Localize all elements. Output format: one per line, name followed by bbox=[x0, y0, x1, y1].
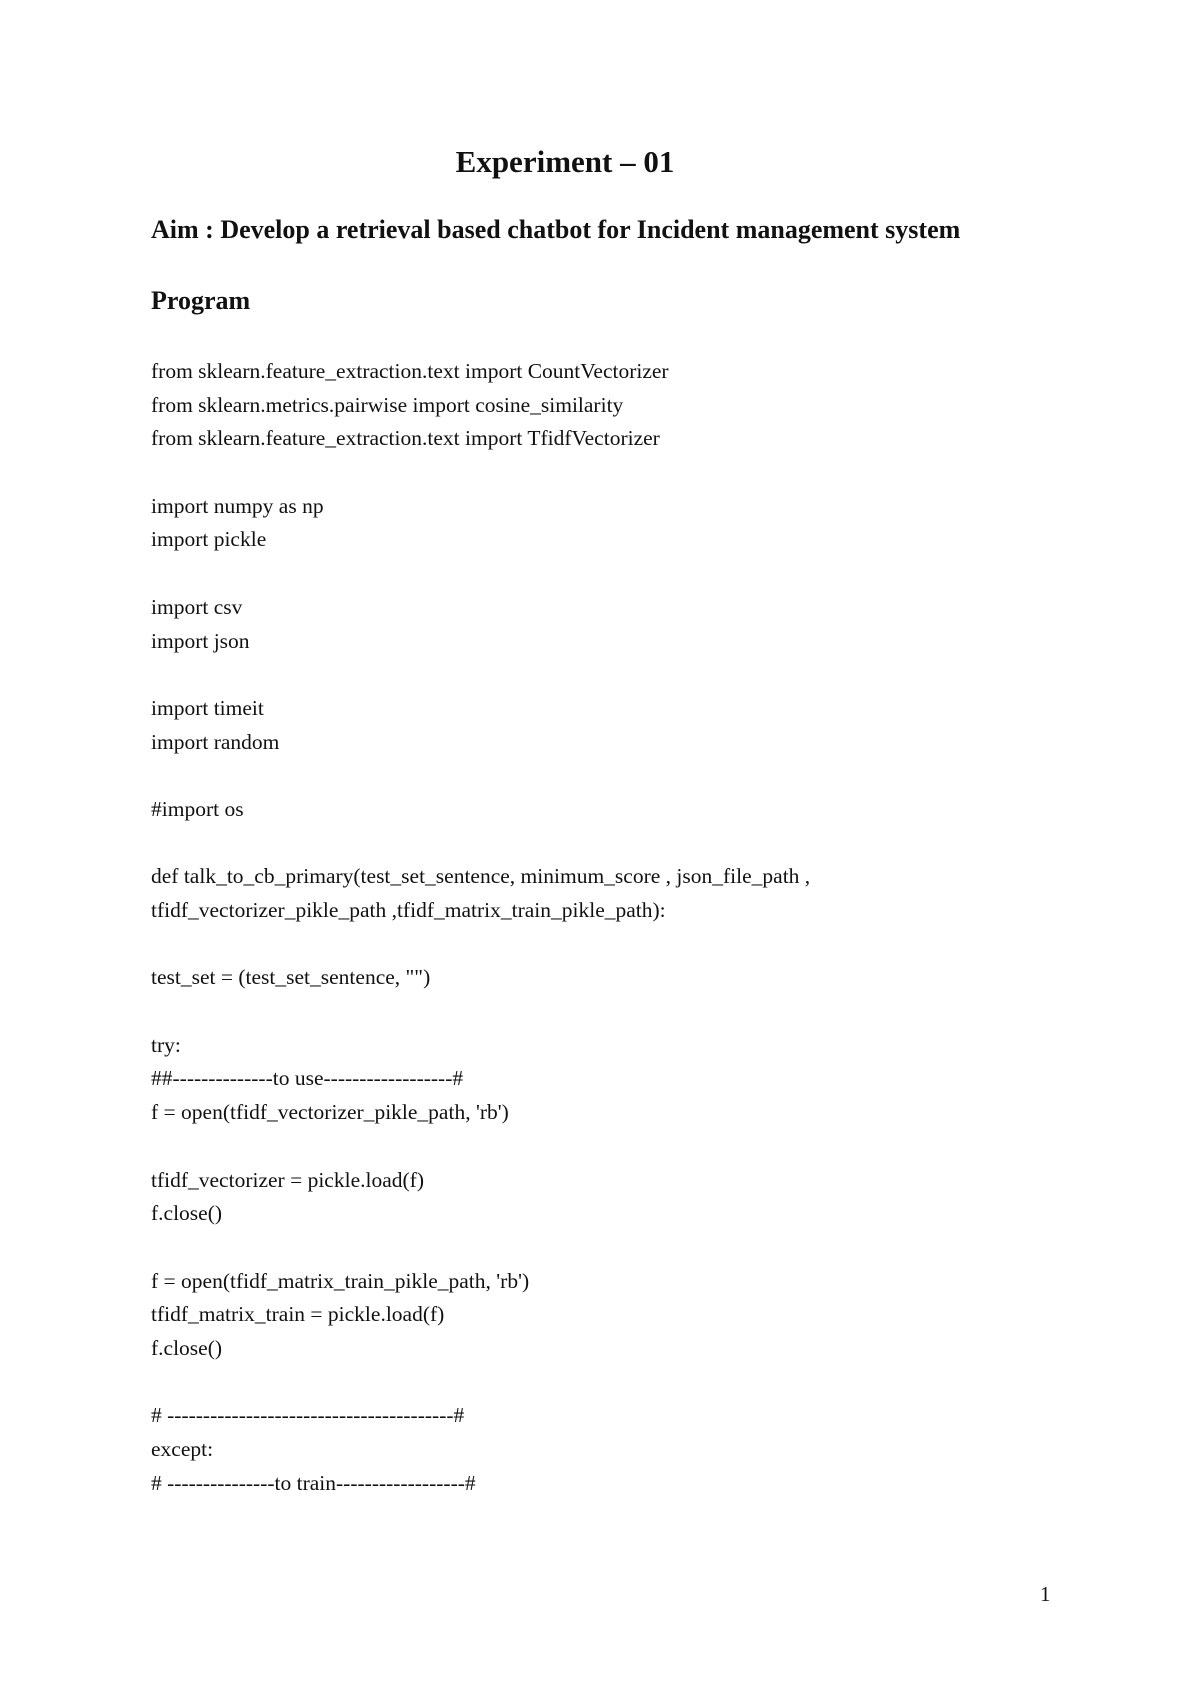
code-line: tfidf_matrix_train = pickle.load(f) bbox=[151, 1302, 445, 1327]
page-number: 1 bbox=[1040, 1582, 1051, 1606]
code-line: #import os bbox=[151, 796, 244, 821]
code-block bbox=[151, 355, 1111, 1500]
document-title: Experiment – 01 bbox=[455, 144, 675, 179]
code-line bbox=[151, 1366, 1111, 1400]
code-line bbox=[151, 456, 1111, 490]
code-line: ##--------------to use------------------# bbox=[151, 1066, 464, 1091]
code-line: except: bbox=[151, 1437, 214, 1461]
code-line: f.close() bbox=[151, 1335, 223, 1360]
code-line: test_set = (test_set_sentence, "") bbox=[151, 965, 431, 990]
code-line: from sklearn.feature_extraction.text import TfidfVectorizer bbox=[151, 426, 660, 451]
code-line bbox=[151, 658, 1111, 692]
code-line bbox=[151, 1231, 1111, 1265]
code-line: import json bbox=[151, 628, 250, 653]
code-line: from sklearn.metrics.pairwise import cosine_similarity bbox=[151, 392, 624, 417]
code-line: from sklearn.feature_extraction.text import CountVectorizer bbox=[151, 359, 669, 383]
code-line: f.close() bbox=[151, 1201, 223, 1226]
code-line: import timeit bbox=[151, 695, 264, 720]
code-line: import random bbox=[151, 729, 280, 754]
code-line: import csv bbox=[151, 594, 243, 619]
code-line: # ---------------to train------------------# bbox=[151, 1470, 476, 1495]
code-line: tfidf_vectorizer_pikle_path ,tfidf_matrix_train_pikle_path): bbox=[151, 898, 666, 922]
code-line: try: bbox=[151, 1032, 181, 1057]
code-line bbox=[151, 928, 1111, 962]
code-line bbox=[151, 557, 1111, 591]
code-line: # ----------------------------------------# bbox=[151, 1403, 465, 1428]
code-line bbox=[151, 995, 1111, 1029]
code-line: import numpy as np bbox=[151, 493, 324, 518]
program-heading: Program bbox=[151, 286, 251, 315]
code-line: f = open(tfidf_vectorizer_pikle_path, 'rb') bbox=[151, 1100, 509, 1125]
code-line: tfidf_vectorizer = pickle.load(f) bbox=[151, 1167, 424, 1192]
code-line: import pickle bbox=[151, 527, 267, 552]
code-line: f = open(tfidf_matrix_train_pikle_path, 'rb') bbox=[151, 1268, 530, 1293]
code-line bbox=[151, 827, 1111, 861]
code-line bbox=[151, 759, 1111, 793]
code-line bbox=[151, 1130, 1111, 1164]
aim-heading: Aim : Develop a retrieval based chatbot for Incident management system bbox=[151, 215, 961, 244]
code-line: def talk_to_cb_primary(test_set_sentence, minimum_score , json_file_path , bbox=[151, 864, 811, 889]
